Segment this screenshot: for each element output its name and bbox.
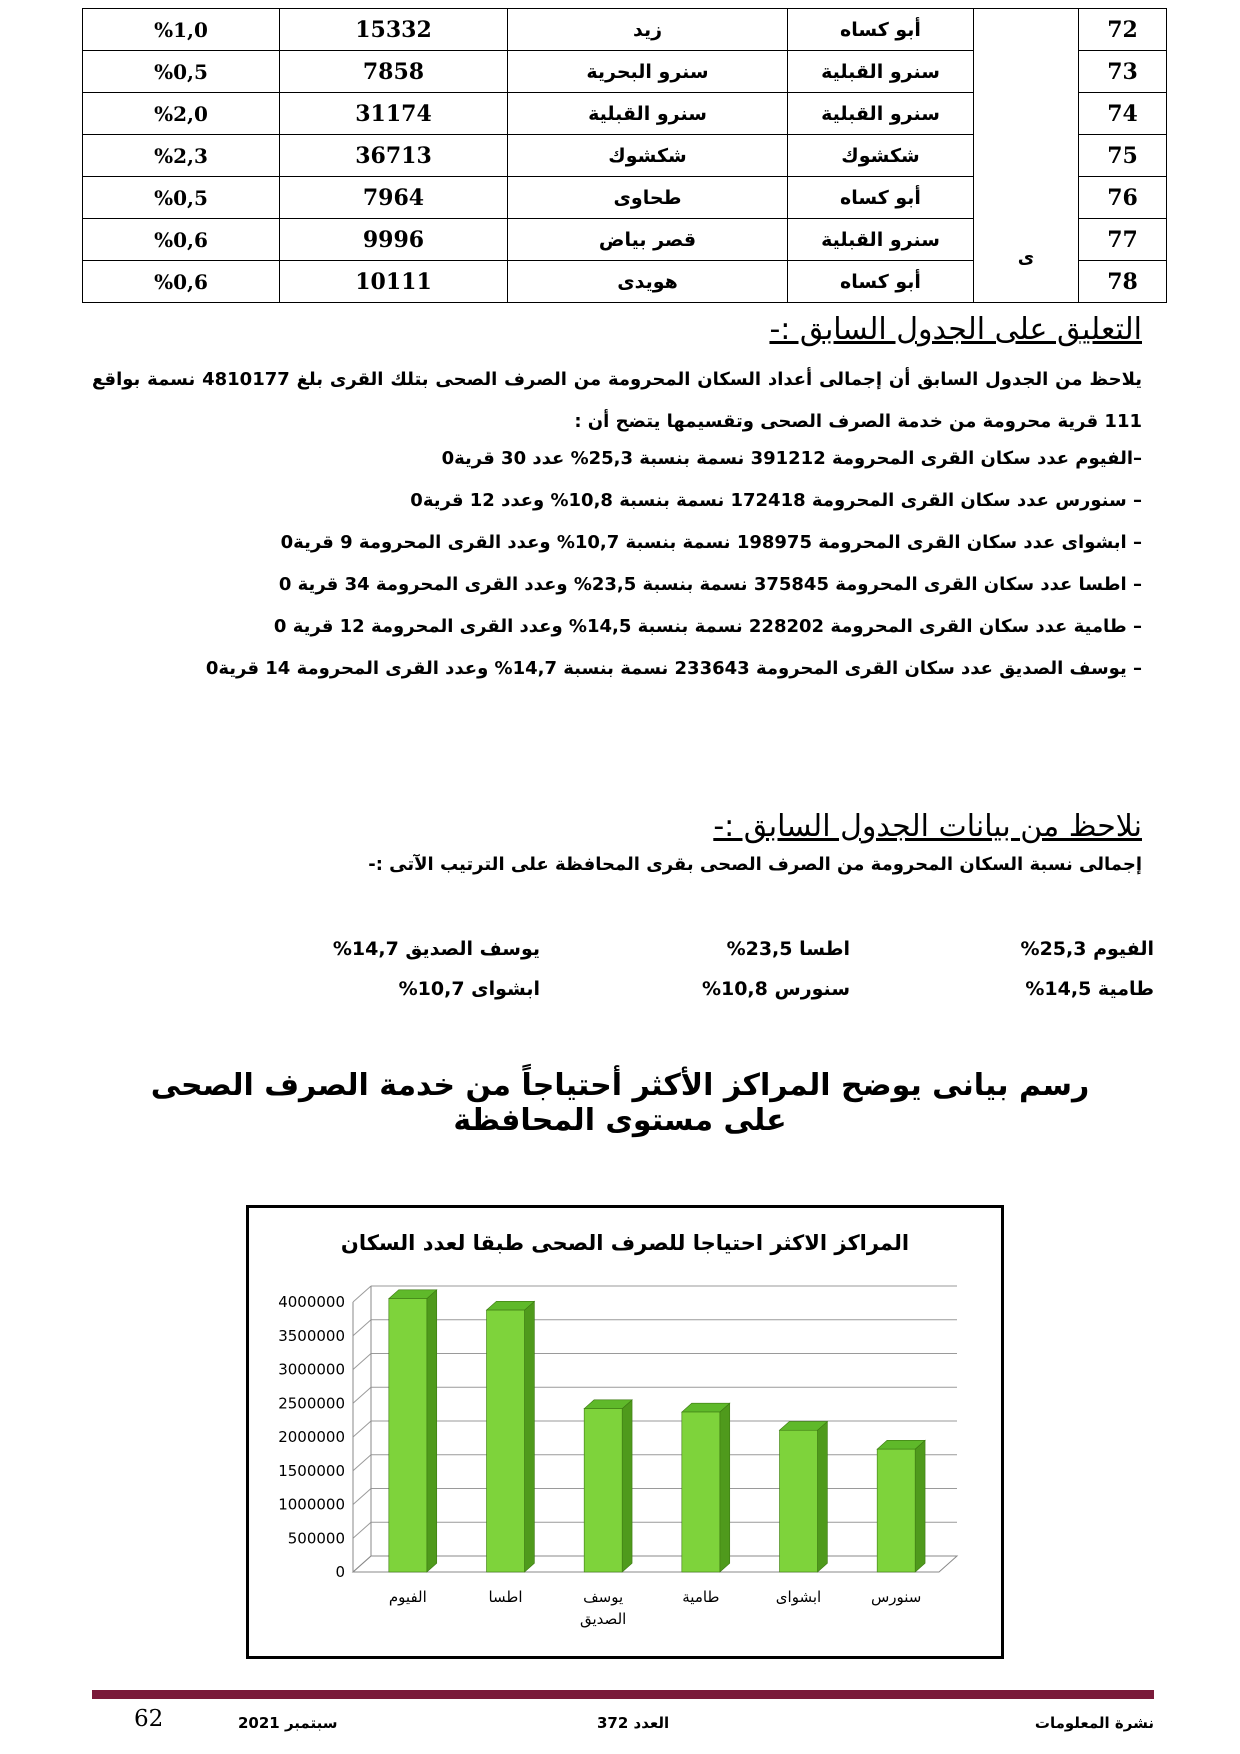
bar-side xyxy=(622,1400,632,1572)
stat-item: اطسا 23,5% xyxy=(726,938,850,960)
population-value: 31174 xyxy=(280,93,508,135)
row-number: 74 xyxy=(1079,93,1167,135)
comment-bullet: – طامية عدد سكان القرى المحرومة 228202 نسمة بنسبة 14,5% وعدد القرى المحرومة 12 قرية 0 xyxy=(273,616,1142,637)
bar xyxy=(780,1430,818,1572)
center-name: سنرو القبلية xyxy=(788,51,974,93)
x-tick-label: سنورس xyxy=(870,1588,922,1606)
x-tick-label: ابشواى xyxy=(775,1588,822,1606)
comment-heading: التعليق على الجدول السابق :- xyxy=(769,312,1142,347)
center-name: أبو كساه xyxy=(788,261,974,303)
population-value: 9996 xyxy=(280,219,508,261)
bar xyxy=(877,1449,915,1572)
comment-bullet: – سنورس عدد سكان القرى المحرومة 172418 نسمة بنسبة 10,8% وعدد 12 قرية0 xyxy=(410,490,1142,511)
village-name: قصر بياض xyxy=(508,219,788,261)
x-tick-label: الصديق xyxy=(580,1610,627,1628)
chart-caption: رسم بيانى يوضح المراكز الأكثر أحتياجاً من خدمة الصرف الصحى على مستوى المحافظة xyxy=(150,1068,1090,1138)
village-name: شكشوك xyxy=(508,135,788,177)
chart-floor xyxy=(353,1556,957,1572)
row-number: 77 xyxy=(1079,219,1167,261)
gridline-depth xyxy=(353,1421,371,1437)
village-name: طحاوى xyxy=(508,177,788,219)
percent-value: %0,5 xyxy=(83,51,280,93)
comment-bullet: – اطسا عدد سكان القرى المحرومة 375845 نسمة بنسبة 23,5% وعدد القرى المحرومة 34 قرية 0 xyxy=(278,574,1142,595)
village-name: سنرو القبلية xyxy=(508,93,788,135)
center-name: سنرو القبلية xyxy=(788,219,974,261)
stat-item: الفيوم 25,3% xyxy=(1020,938,1154,960)
y-tick-label: 500000 xyxy=(287,1529,345,1548)
table-row xyxy=(83,9,1167,51)
footer-issue: العدد 372 xyxy=(597,1714,670,1732)
population-value: 10111 xyxy=(280,261,508,303)
bar xyxy=(584,1409,622,1572)
population-value: 7858 xyxy=(280,51,508,93)
y-tick-label: 3500000 xyxy=(278,1326,345,1345)
bar-side xyxy=(818,1421,828,1572)
villages-table xyxy=(82,8,1167,303)
village-name: هويدى xyxy=(508,261,788,303)
row-number: 75 xyxy=(1079,135,1167,177)
comment-bullet: –الفيوم عدد سكان القرى المحرومة 391212 نسمة بنسبة 25,3% عدد 30 قرية0 xyxy=(441,448,1142,469)
bar xyxy=(682,1412,720,1572)
merged-cell: ى xyxy=(974,9,1079,303)
center-name: أبو كساه xyxy=(788,9,974,51)
comment-bullet: – يوسف الصديق عدد سكان القرى المحرومة 233643 نسمة بنسبة 14,7% وعدد القرى المحرومة 14 قرية0 xyxy=(205,658,1142,679)
gridline-depth xyxy=(353,1522,371,1538)
row-number: 76 xyxy=(1079,177,1167,219)
percent-value: %0,6 xyxy=(83,261,280,303)
gridline-depth xyxy=(353,1286,371,1302)
percent-value: %2,0 xyxy=(83,93,280,135)
population-value: 15332 xyxy=(280,9,508,51)
footer-publication: نشرة المعلومات xyxy=(1034,1714,1154,1732)
row-number: 73 xyxy=(1079,51,1167,93)
percent-value: %2,3 xyxy=(83,135,280,177)
note-heading: نلاحظ من بيانات الجدول السابق :- xyxy=(713,809,1142,844)
population-value: 7964 xyxy=(280,177,508,219)
gridline-depth xyxy=(353,1387,371,1403)
center-name: سنرو القبلية xyxy=(788,93,974,135)
gridline-depth xyxy=(353,1455,371,1471)
footer-date: سبتمبر 2021 xyxy=(238,1714,338,1732)
bar-side xyxy=(525,1301,535,1572)
y-tick-label: 3000000 xyxy=(278,1360,345,1379)
percent-value: %0,6 xyxy=(83,219,280,261)
y-tick-label: 0 xyxy=(335,1563,345,1581)
center-name: أبو كساه xyxy=(788,177,974,219)
chart xyxy=(246,1205,1004,1659)
stat-item: يوسف الصديق 14,7% xyxy=(332,938,540,960)
bar-side xyxy=(915,1440,925,1572)
stat-item: سنورس 10,8% xyxy=(701,978,850,1000)
chart-title: المراكز الاكثر احتياجا للصرف الصحى طبقا لعدد السكان xyxy=(340,1231,910,1255)
gridline-depth xyxy=(353,1320,371,1336)
y-tick-label: 1000000 xyxy=(278,1495,345,1514)
table-body xyxy=(83,9,1167,303)
y-tick-label: 4000000 xyxy=(278,1293,345,1311)
bar-side xyxy=(720,1403,730,1572)
x-tick-label: طامية xyxy=(682,1588,720,1606)
note-text: إجمالى نسبة السكان المحرومة من الصرف الصحى بقرى المحافظة على الترتيب الآتى :- xyxy=(368,854,1142,875)
bar xyxy=(487,1310,525,1572)
row-number: 78 xyxy=(1079,261,1167,303)
stat-item: ابشواى 10,7% xyxy=(398,978,540,1000)
row-number: 72 xyxy=(1079,9,1167,51)
center-name: شكشوك xyxy=(788,135,974,177)
comment-intro: يلاحظ من الجدول السابق أن إجمالى أعداد السكان المحرومة من الصرف الصحى بتلك القرى بلغ 4810177 نسمة بواقع 111 قرية محرومة من خدمة الصرف الصحى وتقسيمها يتضح أن : xyxy=(92,369,1142,432)
gridline-depth xyxy=(353,1354,371,1370)
x-tick-label: اطسا xyxy=(488,1588,523,1606)
x-tick-label: الفيوم xyxy=(388,1588,427,1606)
gridline-depth xyxy=(353,1489,371,1505)
percent-value: %1,0 xyxy=(83,9,280,51)
village-name: زيد xyxy=(508,9,788,51)
village-name: سنرو البحرية xyxy=(508,51,788,93)
x-tick-label: يوسف xyxy=(583,1588,624,1606)
comment-bullet: – ابشواى عدد سكان القرى المحرومة 198975 نسمة بنسبة 10,7% وعدد القرى المحرومة 9 قرية0 xyxy=(280,532,1142,553)
percent-value: %0,5 xyxy=(83,177,280,219)
y-tick-label: 2000000 xyxy=(278,1428,345,1446)
footer-rule xyxy=(92,1690,1154,1699)
population-value: 36713 xyxy=(280,135,508,177)
bar xyxy=(389,1299,427,1572)
y-tick-label: 2500000 xyxy=(278,1394,345,1413)
bar-side xyxy=(427,1290,437,1572)
footer-page-number: 62 xyxy=(134,1706,164,1732)
stat-item: طامية 14,5% xyxy=(1025,978,1154,1000)
y-tick-label: 1500000 xyxy=(278,1461,345,1480)
chart-svg xyxy=(249,1208,1001,1656)
